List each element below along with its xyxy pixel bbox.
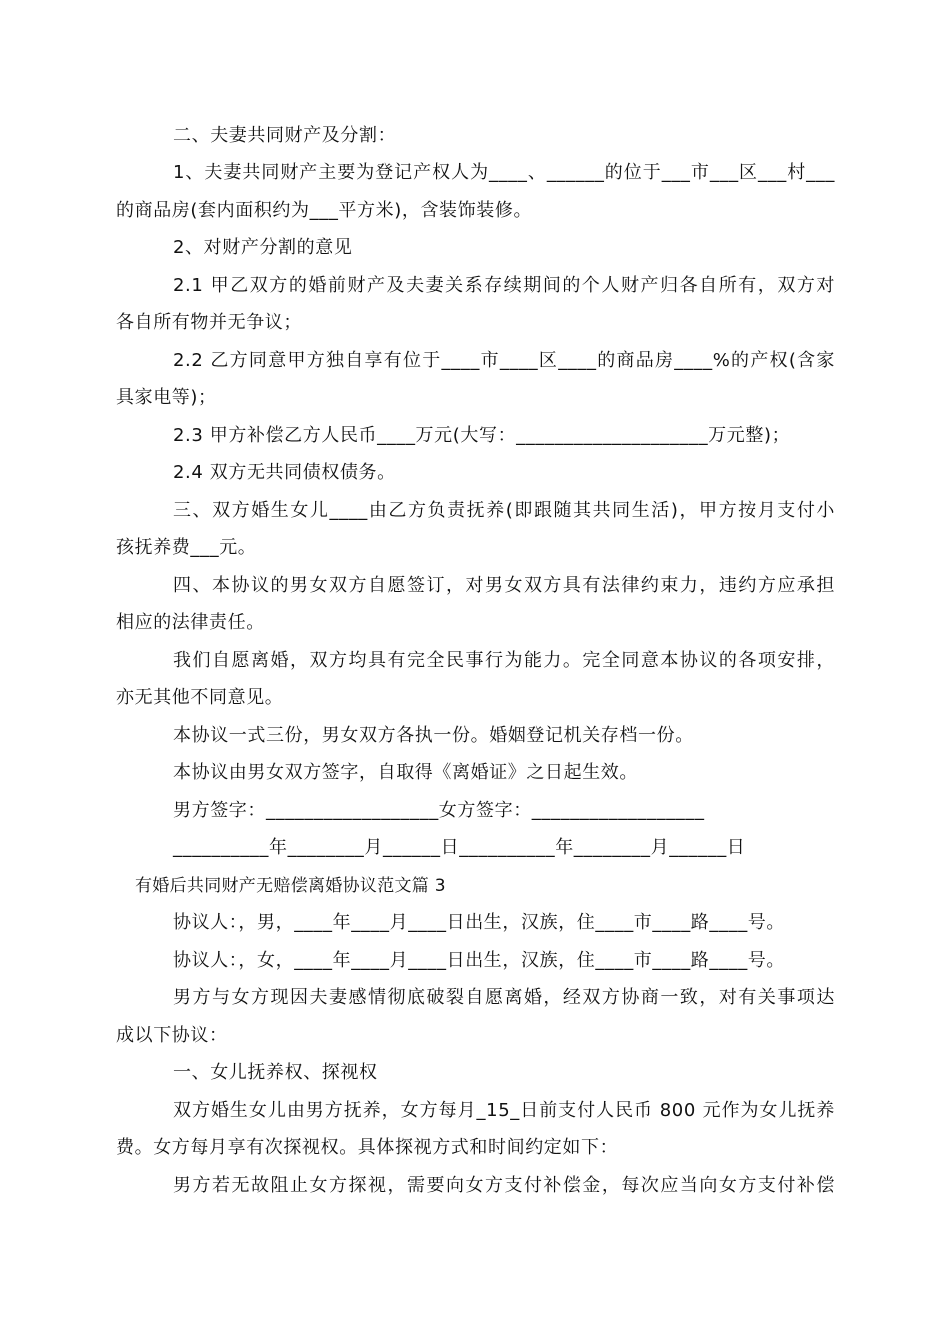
paragraph-line: 2.1 甲乙双方的婚前财产及夫妻关系存续期间的个人财产归各自所有，双方对 bbox=[173, 275, 835, 296]
section-heading-custody: 一、女儿抚养权、探视权 bbox=[173, 1062, 378, 1083]
paragraph-line: 四、本协议的男女双方自愿签订，对男女双方具有法律约束力，违约方应承担 bbox=[173, 575, 835, 596]
paragraph-line: 亦无其他不同意见。 bbox=[116, 687, 284, 708]
paragraph-line: 双方婚生女儿由男方抚养，女方每月_15_日前支付人民币 800 元作为女儿抚养 bbox=[173, 1100, 835, 1121]
party-line-male: 协议人：，男，____年____月____日出生，汉族，住____市____路____号。 bbox=[173, 912, 785, 933]
paragraph-line: 具家电等)； bbox=[116, 387, 217, 408]
paragraph-line: 相应的法律责任。 bbox=[116, 612, 265, 633]
paragraph-line: 的商品房(套内面积约为___平方米)，含装饰装修。 bbox=[116, 200, 533, 221]
paragraph-line: 2.4 双方无共同债权债务。 bbox=[173, 462, 396, 483]
party-line-female: 协议人：，女，____年____月____日出生，汉族，住____市____路____号。 bbox=[173, 950, 785, 971]
paragraph-line: 本协议一式三份，男女双方各执一份。婚姻登记机关存档一份。 bbox=[173, 725, 694, 746]
paragraph-line: 男方与女方现因夫妻感情彻底破裂自愿离婚，经双方协商一致，对有关事项达 bbox=[173, 987, 835, 1008]
paragraph-line: 成以下协议： bbox=[116, 1025, 228, 1046]
paragraph-line: 孩抚养费___元。 bbox=[116, 537, 257, 558]
paragraph-line: 各自所有物并无争议； bbox=[116, 312, 302, 333]
section-heading-property: 二、夫妻共同财产及分割： bbox=[173, 125, 397, 146]
paragraph-line: 本协议由男女双方签字，自取得《离婚证》之日起生效。 bbox=[173, 762, 638, 783]
paragraph-line: 2.2 乙方同意甲方独自享有位于____市____区____的商品房____%的产权(含家 bbox=[173, 350, 835, 371]
paragraph-line: 男方若无故阻止女方探视，需要向女方支付补偿金，每次应当向女方支付补偿 bbox=[173, 1175, 835, 1196]
paragraph-line: 我们自愿离婚，双方均具有完全民事行为能力。完全同意本协议的各项安排， bbox=[173, 650, 835, 671]
paragraph-line: 1、夫妻共同财产主要为登记产权人为____、______的位于___市___区___村___ bbox=[173, 162, 835, 183]
paragraph-line: 2.3 甲方补偿乙方人民币____万元(大写：____________________万元整)； bbox=[173, 425, 791, 446]
section-title-template-3: 有婚后共同财产无赔偿离婚协议范文篇 3 bbox=[135, 876, 446, 896]
paragraph-line: 2、对财产分割的意见 bbox=[173, 237, 353, 258]
date-line: __________年________月______日__________年________月______日 bbox=[173, 837, 746, 858]
paragraph-line: 三、双方婚生女儿____由乙方负责抚养(即跟随其共同生活)，甲方按月支付小 bbox=[173, 500, 835, 521]
paragraph-line: 费。女方每月享有次探视权。具体探视方式和时间约定如下： bbox=[116, 1137, 619, 1158]
signature-line: 男方签字：__________________女方签字：__________________ bbox=[173, 800, 705, 821]
